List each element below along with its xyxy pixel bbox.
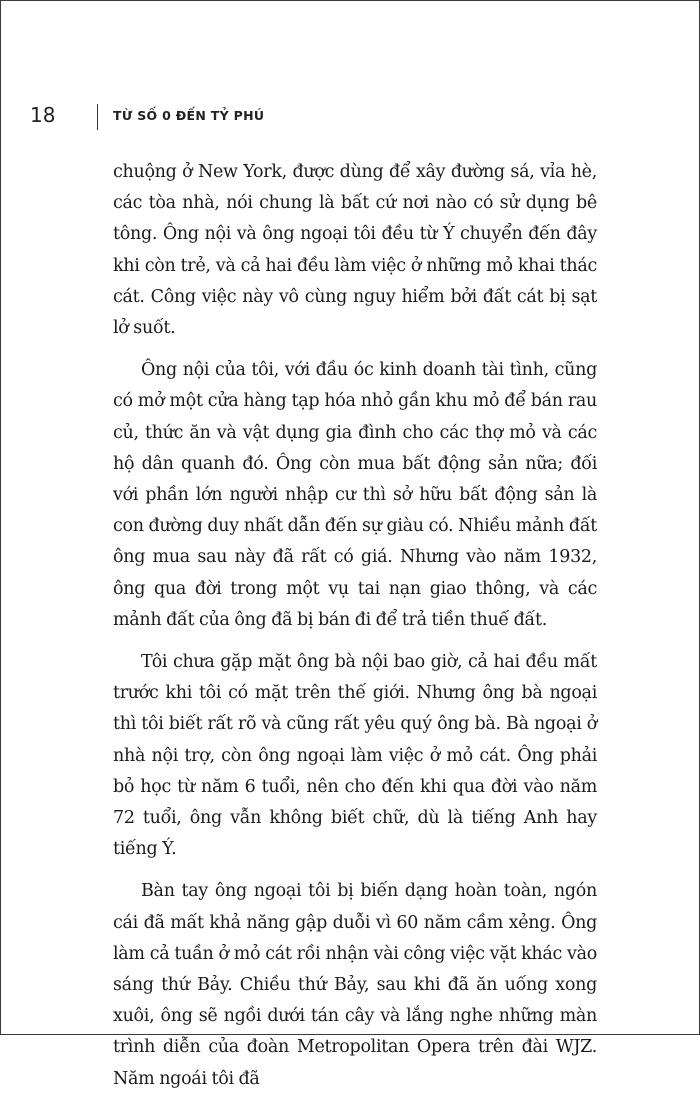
header-divider bbox=[97, 104, 98, 130]
page-number: 18 bbox=[30, 103, 56, 127]
paragraph-4: Bàn tay ông ngoại tôi bị biến dạng hoàn toàn, ngón cái đã mất khả năng gập duỗi vì 60 năm cầm xẻng. Ông làm cả tuần ở mỏ cát rồi nhận vài công việc vặt khác vào sáng thứ Bảy. Chiều thứ Bảy, sau khi đã ăn uống xong xuôi, ông sẽ ngồi dưới tán cây và lắng nghe những màn trình diễn của đoàn Metropolitan Opera trên đài WJZ. Năm ngoái tôi đã bbox=[113, 881, 597, 1089]
body-text bbox=[113, 157, 597, 1095]
paragraph-2: Ông nội của tôi, với đầu óc kinh doanh tài tình, cũng có mở một cửa hàng tạp hóa nhỏ gần khu mỏ để bán rau củ, thức ăn và vật dụng gia đình cho các thợ mỏ và các hộ dân quanh đó. Ông còn mua bất động sản nữa; đối với phần lớn người nhập cư thì sở hữu bất động sản là con đường duy nhất dẫn đến sự giàu có. Nhiều mảnh đất ông mua sau này đã rất có giá. Nhưng vào năm 1932, ông qua đời trong một vụ tai nạn giao thông, và các mảnh đất của ông đã bị bán đi để trả tiền thuế đất. bbox=[113, 360, 597, 630]
paragraph-1: chuộng ở New York, được dùng để xây đường sá, vỉa hè, các tòa nhà, nói chung là bất cứ nơi nào có sử dụng bê tông. Ông nội và ông ngoại tôi đều từ Ý chuyển đến đây khi còn trẻ, và cả hai đều làm việc ở những mỏ khai thác cát. Công việc này vô cùng nguy hiểm bởi đất cát bị sạt lở suốt. bbox=[113, 162, 597, 339]
paragraph-3: Tôi chưa gặp mặt ông bà nội bao giờ, cả hai đều mất trước khi tôi có mặt trên thế giới. Nhưng ông bà ngoại thì tôi biết rất rõ và cũng rất yêu quý ông bà. Bà ngoại ở nhà nội trợ, còn ông ngoại làm việc ở mỏ cát. Ông phải bỏ học từ năm 6 tuổi, nên cho đến khi qua đời vào năm 72 tuổi, ông vẫn không biết chữ, dù là tiếng Anh hay tiếng Ý. bbox=[113, 652, 597, 860]
book-title: TỪ SỐ 0 ĐẾN TỶ PHÚ bbox=[113, 108, 265, 123]
running-header bbox=[0, 100, 700, 132]
